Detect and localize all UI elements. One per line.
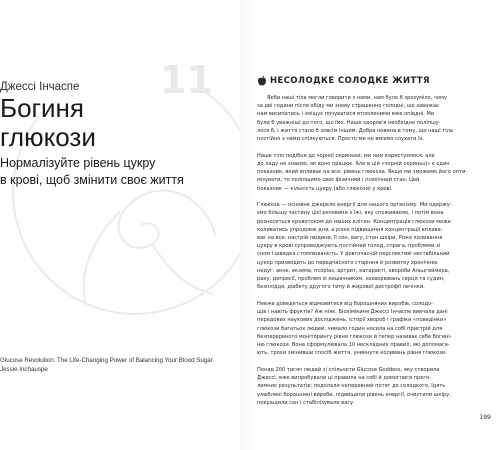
text-line: ває на все: настрій людини, її сон, вагу, стан шкіри. Різке коливання <box>257 235 443 242</box>
paragraph <box>257 300 489 357</box>
text-line: Понад 200 тисяч людей зі спільноти Glucose Goddess, яку створила <box>257 366 440 373</box>
text-line: ємо більшу частину цієї речовини з їжі, яку споживаємо, і потім вона <box>257 210 444 217</box>
text-line: показник, який впливає на все: рівень глюкози. Якщо ми зможемо його опти- <box>257 169 468 176</box>
text-line: цукру в крові супроводжують постійний голод, спрага, проблеми зі <box>257 243 441 250</box>
text-line: сном і швидка стомлюваність. У довгочасній перспективі нестабільний <box>257 251 450 258</box>
text-line: нам висипатись і зміщує почуватися втомленими вже опівдні. Ми <box>257 111 435 118</box>
page-gutter <box>240 0 254 450</box>
book-subtitle <box>0 155 215 189</box>
text-line: улюблені борошняні вироби, підвищили рівень енергії, очистили шкіру, <box>257 391 451 398</box>
paragraph <box>257 366 489 407</box>
text-line: ню глюкози. Вона сформулювала 10 нескладних правил, які допомага- <box>257 341 450 348</box>
original-title <box>0 356 232 374</box>
book-title <box>0 94 160 152</box>
text-line: лося б, і життя стало б зовсім іншим. Добра новина в тому, що наші тіла <box>257 127 454 134</box>
text-line: Якби наші тіла могли говорити з нами, нам було б зрозуміло, чому <box>267 95 448 101</box>
text-line: щів і навіть фруктів? Аж ніяк. Біохімікиня Джессі Інчаспе вивчала дані <box>257 309 448 316</box>
author-name: Джессі Інчаспе <box>0 81 80 93</box>
page-content <box>257 94 489 415</box>
text-line: ють, трохи змінивши спосіб життя, уникнути коливань рівня глюкози. <box>257 350 447 357</box>
text-line: безперервного моніторингу рівня глюкози й тепер називає себе богині- <box>257 333 452 340</box>
text-line: Наше тіло подібне до чорної скриньки: ми ним користуємося, але <box>257 152 435 159</box>
text-line: за дві години після обіду ми знову страшенно голодні, що заважає <box>257 103 439 110</box>
original-title-line: Glucose Revolution: The Life-Changing Power of Balancing Your Blood Sugar <box>0 357 213 364</box>
text-line: були б уважніші до того, що їмо. Наше здоров'я необхідно поліпшу- <box>257 119 441 126</box>
apple-icon <box>257 75 267 86</box>
title-line: Богиня <box>0 93 84 123</box>
text-line: покращили сон і стабілізували вагу. <box>257 399 355 406</box>
text-line: лемних результатів: подолали неперевний потяг до солодкого, їдять <box>257 383 446 390</box>
subtitle-line: Нормалізуйте рівень цукру <box>0 156 156 170</box>
paragraph <box>257 201 489 291</box>
subtitle-line: в крові, щоб змінити своє життя <box>0 173 184 187</box>
left-page <box>0 0 242 450</box>
text-line: постійно з нами спілкуються. Просто ми не вміємо слухати їх. <box>257 136 425 143</box>
text-line: коливатись упродовж дня, а різке підвищення концентрації вплива- <box>257 226 443 233</box>
chapter-header <box>257 73 430 87</box>
text-line: до ладу не знаємо, як воно працює. Але в цій «чорній скриньці» є один <box>257 160 450 167</box>
original-author-line: Jessie Inchauspe <box>0 366 48 373</box>
page-number: 199 <box>479 414 491 421</box>
text-line: цукор призводить до передчасного старіння й розвитку хронічних <box>257 259 438 266</box>
right-page <box>254 0 500 450</box>
text-line: безпліддя, діабету другого типу й жирової дистрофії печінки. <box>257 284 425 291</box>
paragraph <box>257 152 489 193</box>
text-line: передових наукових досліджень, історії хвороб і графіки «поведінки» <box>257 317 447 324</box>
text-line: показник — кількість цукру (або глюкози) у крові. <box>257 185 393 192</box>
text-line: раку, депресії, проблем зі кишечником, захворювань серця та судин, <box>257 276 445 283</box>
text-line: мізувати, то поліпшимо своє фізичний і психічний стан. Цей <box>257 177 420 184</box>
text-line: недуг: акне, екзема, псоріаз, артрит, катаракті, хвороби Альцгеймера, <box>257 267 450 274</box>
chapter-number: 11 <box>160 58 213 102</box>
text-line: Невже доведеться відмовитися від борошняних виробів, солодо- <box>257 300 433 307</box>
text-line: глюкози багатьох людей, чимало годин носила на собі пристрій для <box>257 325 443 332</box>
text-line: розноситься кровотоком до наших клітин. Концентрація глюкози може <box>257 218 451 225</box>
chapter-title: НЕСОЛОДКЕ СОЛОДКЕ ЖИТТЯ <box>270 75 430 85</box>
title-line: глюкози <box>0 122 96 152</box>
paragraph <box>257 94 489 143</box>
text-line: Глюкоза — основне джерело енергії для нашого організму. Ми одержу- <box>257 202 452 209</box>
text-line: Джессі, вже випробували ці правила на собі й домоглися прего- <box>257 375 431 382</box>
